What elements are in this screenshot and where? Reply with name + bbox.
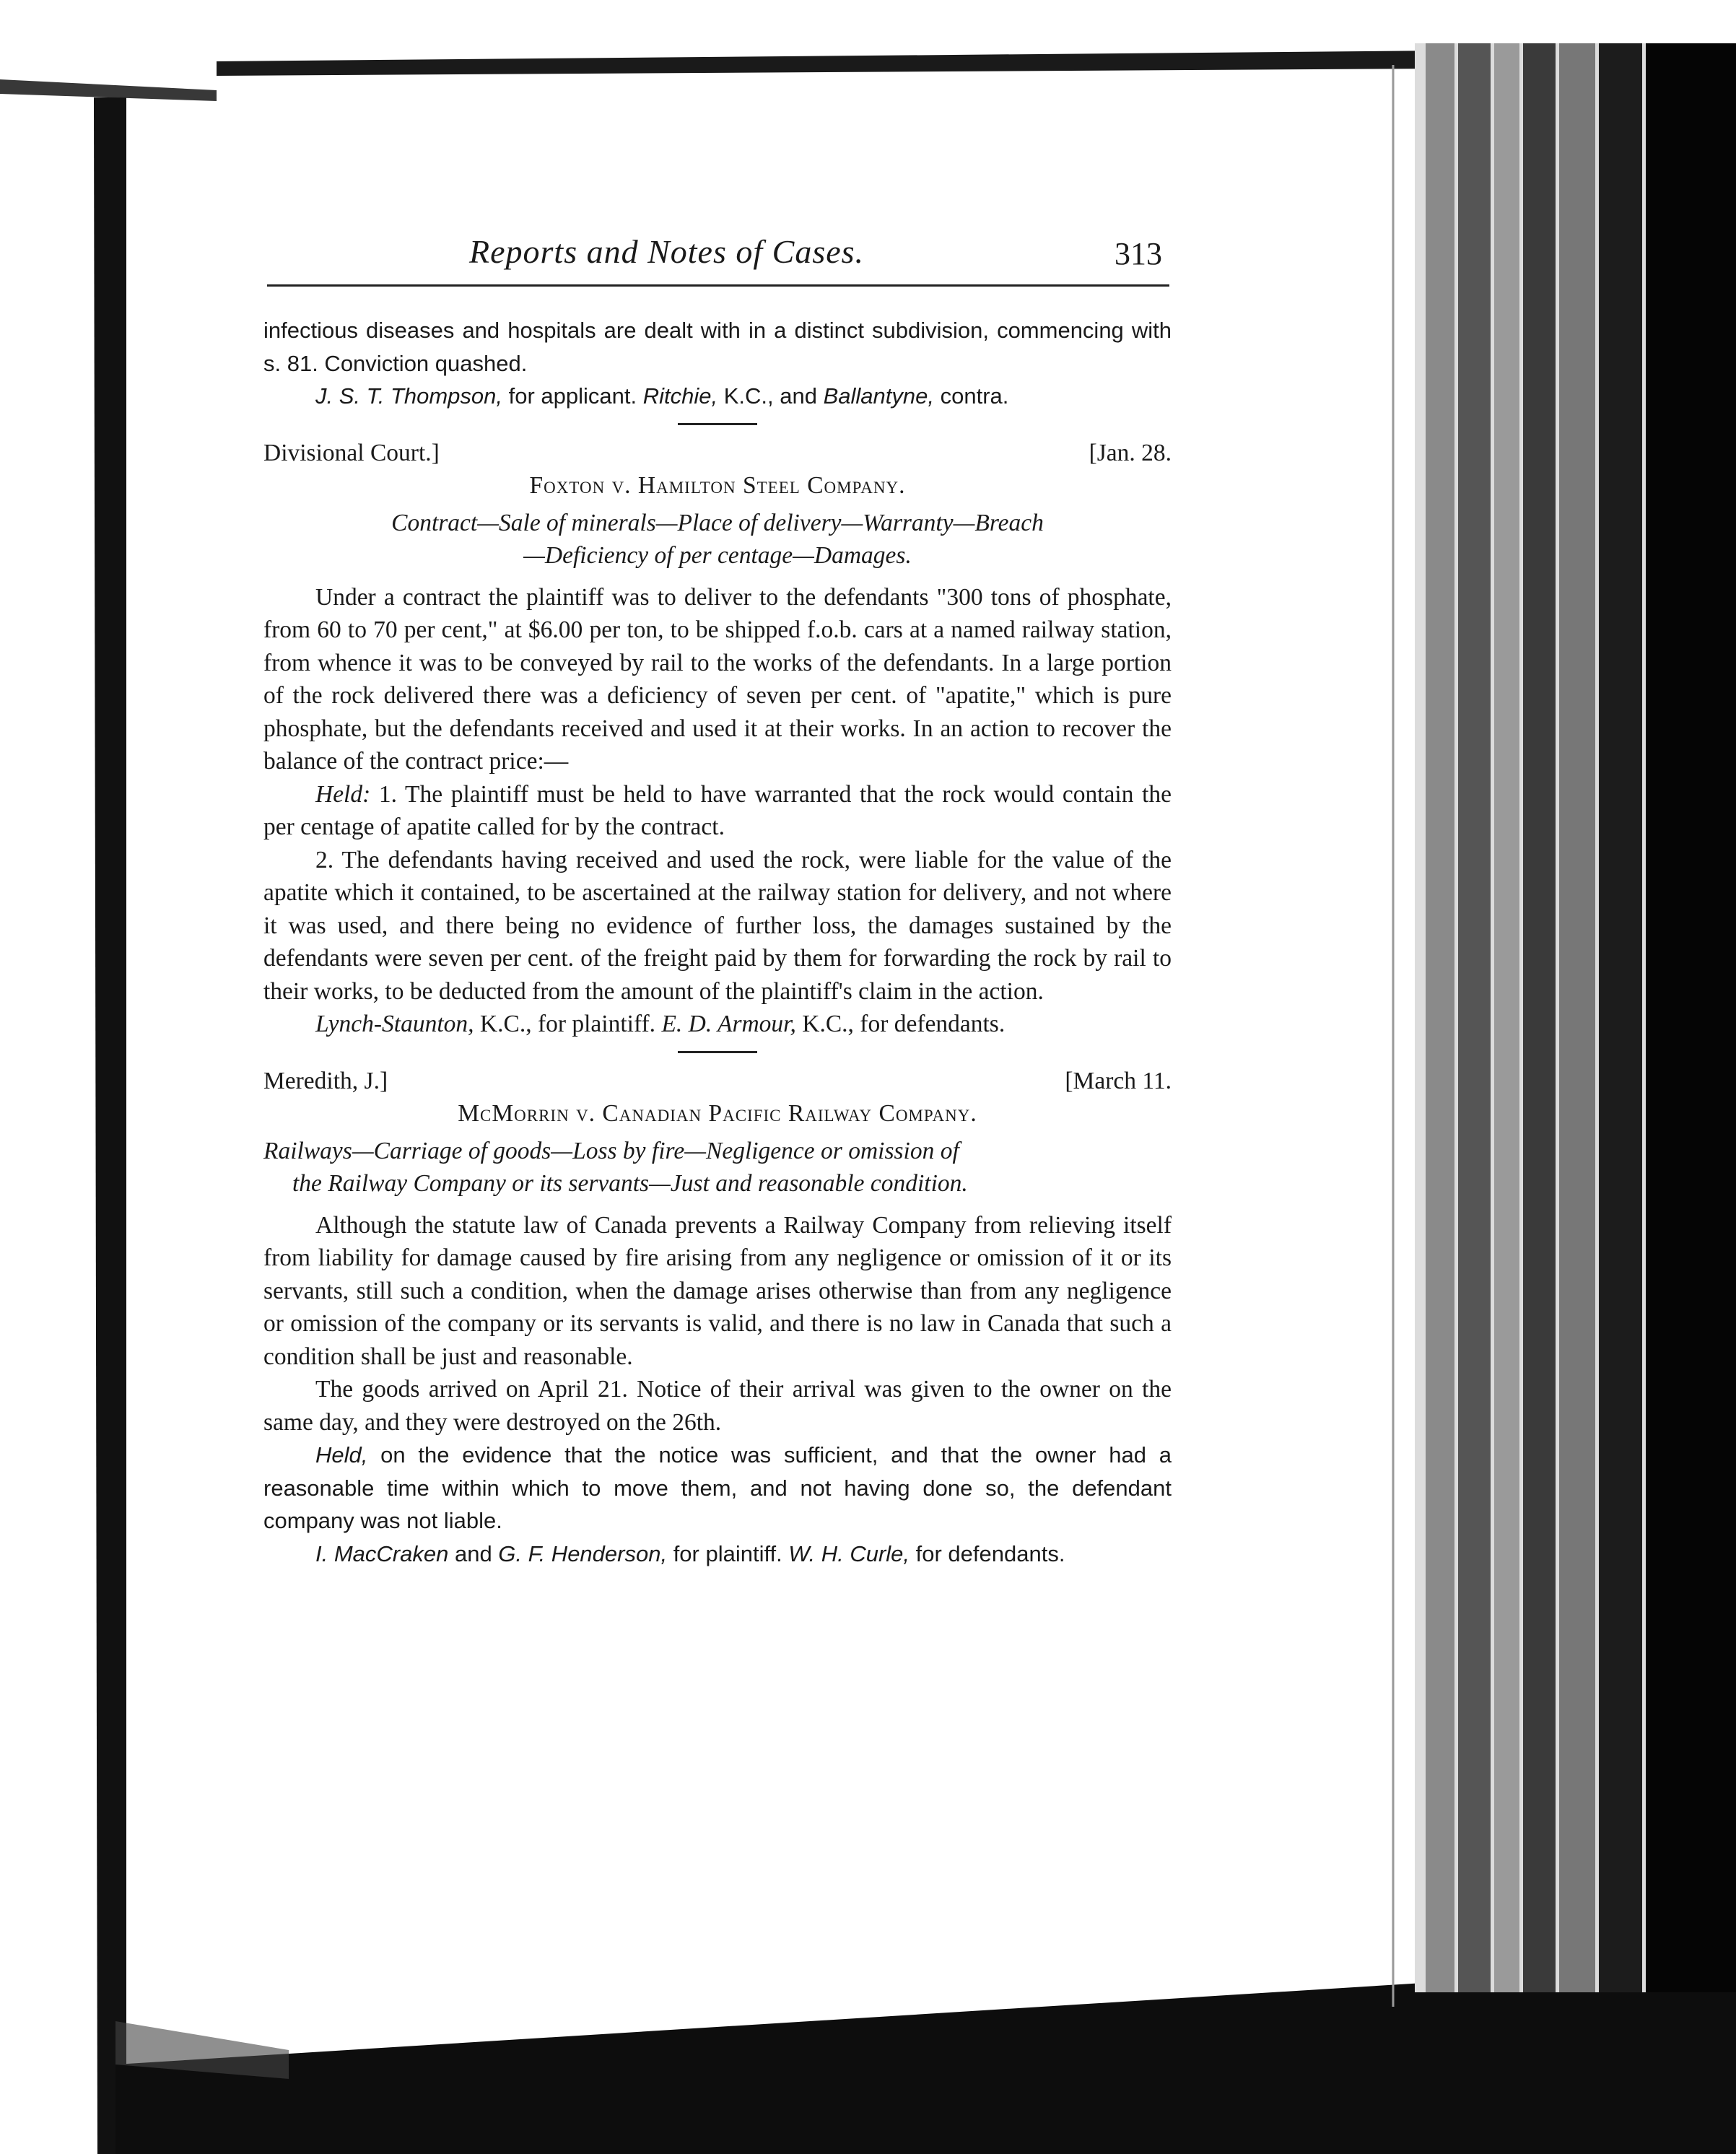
counsel-line <box>263 380 1172 413</box>
counsel-name: J. S. T. Thompson, <box>315 383 503 409</box>
counsel-role: for applicant. <box>502 383 643 409</box>
running-header <box>245 232 1162 283</box>
counsel-name: G. F. Henderson, <box>498 1540 668 1566</box>
case-headnote <box>263 1135 1172 1200</box>
counsel-role: for defendants. <box>910 1540 1065 1566</box>
case-facts: The goods arrived on April 21. Notice of their arrival was given to the owner on the same day, and they were destroyed on the 26th. <box>263 1376 1172 1436</box>
counsel-line <box>263 1008 1172 1041</box>
held-label: Held: <box>315 780 371 808</box>
court-name: Meredith, J.] <box>263 1067 388 1094</box>
counsel-role: K.C., and <box>717 383 824 409</box>
headnote-line: —Deficiency of per centage—Damages. <box>523 542 912 569</box>
case-title: Foxton v. Hamilton Steel Company. <box>529 472 906 499</box>
case-court-line <box>263 1065 1172 1098</box>
section-separator <box>678 1051 757 1053</box>
held-paragraph: 2. The defendants having received and used the rock, were liable for the value of the apatite which it contained, to be ascertained at the railway station for delivery, and not where it was used, and there being no evidence of further loss, the damages sustained by the defendants were seven per cent. of the freight paid by them for forwarding the rock by rail to their works, to be deducted from the amount of the plaintiff's claim in the action. <box>263 846 1172 1005</box>
headnote-line: Railways—Carriage of goods—Loss by fire—Negligence or omission of <box>263 1137 959 1164</box>
counsel-role: and <box>448 1540 499 1566</box>
counsel-role: for plaintiff. <box>667 1540 789 1566</box>
page-body <box>263 314 1172 1570</box>
counsel-name: E. D. Armour, <box>661 1011 796 1037</box>
section-separator <box>678 423 757 425</box>
case-date: [Jan. 28. <box>1089 439 1172 466</box>
case-facts: Although the statute law of Canada prevents a Railway Company from relieving itself from liability for damage caused by fire arising from any negligence or omission of it or its servants, still such a condition, when the damage arises otherwise than from any negligence or omission of the company or its servants is valid, and there is no law in Canada that such a condition shall be just and reasonable. <box>263 1211 1172 1370</box>
held-paragraph <box>263 1439 1172 1538</box>
counsel-name: Ritchie, <box>642 383 718 409</box>
case-title: McMorrin v. Canadian Pacific Railway Company. <box>458 1100 977 1127</box>
carryover-paragraph: infectious diseases and hospitals are dealt with in a distinct subdivision, commencing with s. 81. Conviction quashed. <box>263 318 1172 376</box>
headnote-line: Contract—Sale of minerals—Place of delivery—Warranty—Breach <box>391 509 1044 536</box>
held-text: on the evidence that the notice was sufficient, and that the owner had a reasonable time within which to move them, and not having done so, the defendant company was not liable. <box>263 1442 1172 1533</box>
running-title: Reports and Notes of Cases. <box>469 233 865 270</box>
headnote-line: the Railway Company or its servants—Just and reasonable condition. <box>292 1170 968 1197</box>
held-paragraph <box>263 778 1172 844</box>
page-number: 313 <box>1115 236 1162 271</box>
counsel-line <box>263 1538 1172 1571</box>
counsel-name: I. MacCraken <box>315 1540 449 1566</box>
case-court-line <box>263 437 1172 470</box>
header-rule <box>267 284 1169 287</box>
counsel-name: W. H. Curle, <box>788 1540 910 1566</box>
case-facts: Under a contract the plaintiff was to deliver to the defendants "300 tons of phosphate, from 60 to 70 per cent," at $6.00 per ton, to be shipped f.o.b. cars at a named railway station, from whence it was to be conveyed by rail to the works of the defendants. In a large portion of the rock delivered there was a deficiency of seven per cent. of "apatite," which is pure phosphate, but the defendants received and used it at their works. In an action to recover the balance of the contract price:— <box>263 583 1172 775</box>
book-page <box>245 217 1184 1949</box>
case-date: [March 11. <box>1065 1067 1172 1094</box>
held-label: Held, <box>315 1442 368 1468</box>
counsel-role: K.C., for defendants. <box>795 1011 1006 1037</box>
counsel-name: Lynch-Staunton, <box>315 1011 474 1037</box>
counsel-role: K.C., for plaintiff. <box>474 1011 662 1037</box>
counsel-name: Ballantyne, <box>823 383 934 409</box>
held-text: 1. The plaintiff must be held to have warranted that the rock would contain the per centage of apatite called for by the contract. <box>263 780 1172 840</box>
counsel-role: contra. <box>933 383 1009 409</box>
court-name: Divisional Court.] <box>263 439 440 466</box>
case-headnote <box>263 507 1172 572</box>
